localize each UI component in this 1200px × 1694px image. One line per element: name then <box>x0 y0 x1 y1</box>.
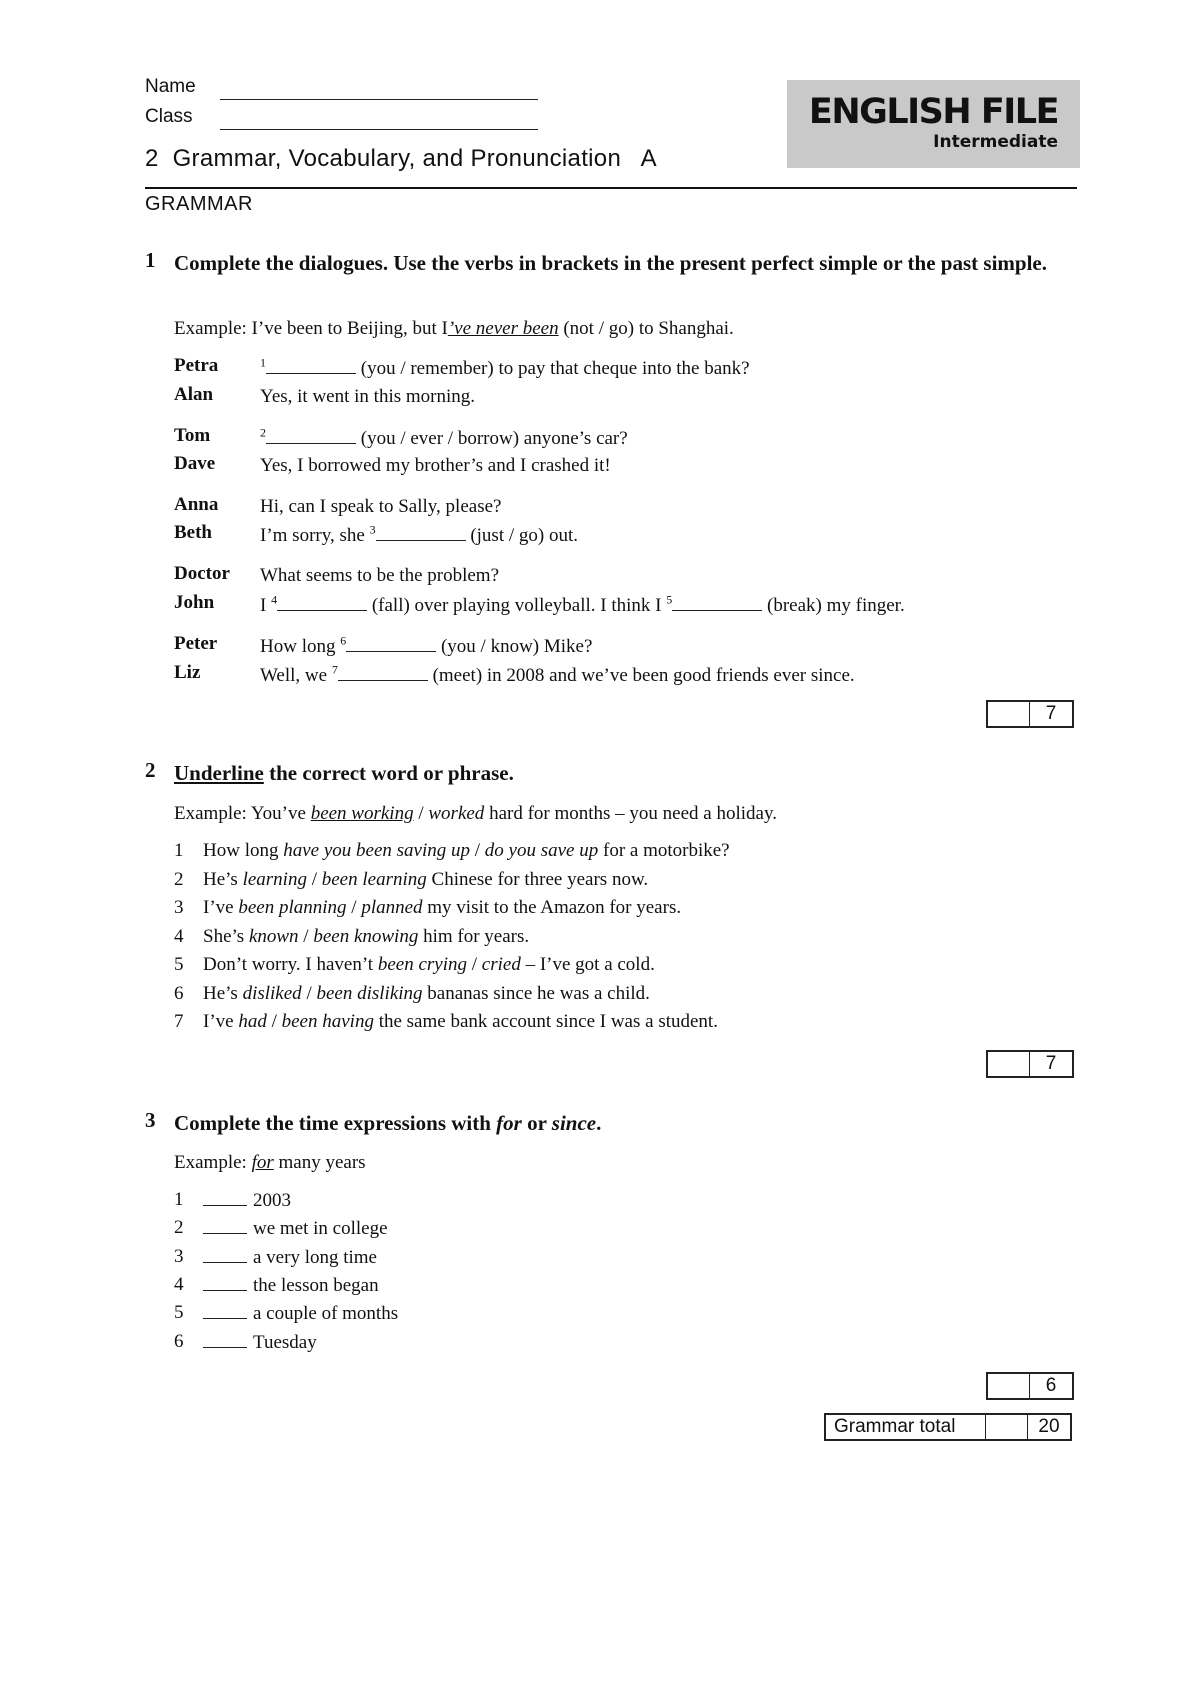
line-text: (you / know) Mike? <box>436 636 593 657</box>
item-text: He’s <box>203 868 243 890</box>
item-text: for a motorbike? <box>598 840 730 861</box>
option-b[interactable]: planned <box>361 897 423 918</box>
instruction-text: . <box>596 1111 602 1135</box>
gap-number: 2 <box>260 425 266 440</box>
option-b[interactable]: been disliking <box>316 982 423 1004</box>
line-text: I’m sorry, she <box>260 525 370 546</box>
instruction-text: Complete the time expressions with <box>174 1111 497 1135</box>
score-max: 7 <box>1045 703 1057 724</box>
example-option: worked <box>428 803 485 824</box>
exercise-instruction <box>174 758 514 788</box>
item-text: the lesson began <box>253 1274 379 1296</box>
option-b[interactable]: been having <box>281 1011 374 1032</box>
list-item <box>203 952 655 978</box>
score-box <box>986 1372 1074 1400</box>
item-number: 2 <box>174 868 184 890</box>
item-text: him for years. <box>418 925 530 947</box>
item-text: He’s <box>203 982 243 1004</box>
example-prefix: Example: You’ve <box>174 803 311 824</box>
item-number: 7 <box>174 1011 184 1032</box>
item-text: the same bank account since I was a student. <box>373 1011 718 1032</box>
item-text: my visit to the Amazon for years. <box>422 897 682 918</box>
item-text: – I’ve got a cold. <box>520 954 655 975</box>
list-item <box>203 924 529 950</box>
item-text: Don’t worry. I haven’t <box>203 954 378 975</box>
answer-gap[interactable] <box>266 355 356 374</box>
answer-gap[interactable] <box>203 1215 247 1234</box>
example-suffix: hard for months – you need a holiday. <box>484 803 777 824</box>
class-field[interactable] <box>220 129 538 130</box>
item-number: 1 <box>174 840 184 861</box>
brand-subtitle: Intermediate <box>933 132 1058 152</box>
speaker-name: Tom <box>174 425 211 446</box>
list-item <box>203 1215 388 1242</box>
item-text: She’s <box>203 925 249 947</box>
answer-gap[interactable] <box>346 633 436 652</box>
gap-number: 7 <box>331 662 338 677</box>
item-text: I’ve <box>203 897 239 918</box>
example-answer: been working <box>310 803 414 824</box>
slash: / <box>470 840 485 861</box>
score-max: 6 <box>1045 1375 1057 1396</box>
item-number: 4 <box>174 1273 184 1295</box>
list-item <box>203 895 681 921</box>
line-text: Well, we <box>260 665 332 686</box>
option-a[interactable]: disliked <box>242 982 302 1004</box>
item-text: How long <box>203 840 284 861</box>
answer-gap[interactable] <box>338 662 428 681</box>
option-a[interactable]: been planning <box>238 897 347 918</box>
list-item <box>203 1187 291 1214</box>
speaker-name: Peter <box>174 633 218 654</box>
score-box <box>986 1050 1074 1078</box>
example-line <box>174 1150 366 1176</box>
line-text: Yes, it went in this morning. <box>260 386 476 407</box>
item-text: a very long time <box>253 1246 377 1268</box>
item-number: 1 <box>174 1189 184 1210</box>
gap-number: 1 <box>260 355 266 370</box>
line-text: (you / remember) to pay that cheque into the bank? <box>356 358 750 379</box>
line-text: I <box>260 595 272 616</box>
dialogue-line <box>260 425 628 452</box>
line-text: Yes, I borrowed my brother’s and I crashed it! <box>260 455 611 476</box>
list-item <box>203 838 730 864</box>
score-box <box>986 700 1074 728</box>
item-number: 5 <box>174 954 184 975</box>
item-number: 3 <box>174 897 184 918</box>
speaker-name: Beth <box>174 522 212 543</box>
slash: / <box>298 925 314 947</box>
example-line <box>174 316 734 342</box>
answer-gap[interactable] <box>277 592 367 611</box>
example-line <box>174 801 777 827</box>
slash: / <box>413 803 429 824</box>
line-text: (break) my finger. <box>762 595 905 616</box>
section-title: GRAMMAR <box>145 193 253 215</box>
speaker-name: Petra <box>174 355 219 376</box>
title-rule <box>145 187 1077 189</box>
option-a[interactable]: have you been saving up <box>283 840 471 861</box>
item-text: bananas since he was a child. <box>422 982 650 1004</box>
item-text: a couple of months <box>253 1303 399 1325</box>
line-text: Hi, can I speak to Sally, please? <box>260 496 502 517</box>
list-item <box>203 1272 379 1299</box>
line-text: (fall) over playing volleyball. I think I <box>367 595 667 616</box>
line-text: (meet) in 2008 and we’ve been good friends ever since. <box>427 665 855 686</box>
slash: / <box>467 954 482 975</box>
answer-gap[interactable] <box>266 425 356 444</box>
instruction-text: or <box>521 1111 552 1135</box>
speaker-name: John <box>174 592 215 613</box>
line-text: (you / ever / borrow) anyone’s car? <box>356 428 628 449</box>
dialogue-line <box>260 592 905 619</box>
slash: / <box>266 1011 282 1032</box>
exercise-number: 1 <box>145 248 156 272</box>
answer-gap[interactable] <box>203 1300 247 1319</box>
gap-number: 5 <box>666 592 673 607</box>
line-text: How long <box>260 636 341 657</box>
dialogue-line <box>260 355 750 382</box>
example-prefix: Example: I’ve been to Beijing, but I <box>174 318 448 339</box>
item-number: 6 <box>174 1330 184 1352</box>
brand-logo <box>787 80 1080 168</box>
answer-gap[interactable] <box>203 1272 247 1291</box>
line-text: What seems to be the problem? <box>260 565 500 586</box>
score-input[interactable] <box>988 1374 1030 1398</box>
score-input[interactable] <box>988 1052 1030 1076</box>
list-item <box>203 1009 718 1035</box>
option-b[interactable]: been knowing <box>313 925 419 947</box>
item-number: 4 <box>174 925 184 947</box>
exercise-number: 3 <box>145 1108 156 1132</box>
item-number: 6 <box>174 982 184 1004</box>
answer-gap[interactable] <box>376 522 466 541</box>
class-label: Class <box>145 106 193 127</box>
gap-number: 6 <box>340 633 347 648</box>
gap-number: 4 <box>271 592 278 607</box>
instruction-keyword: for <box>496 1111 522 1135</box>
option-a[interactable]: been crying <box>377 954 467 975</box>
example-answer: for <box>251 1152 274 1173</box>
total-label: Grammar total <box>826 1415 986 1439</box>
example-answer: ’ve never been <box>447 318 559 339</box>
answer-gap[interactable] <box>203 1187 247 1206</box>
speaker-name: Anna <box>174 494 219 515</box>
gap-number: 3 <box>369 522 376 537</box>
option-b[interactable]: been learning <box>321 868 427 890</box>
list-item <box>203 1300 398 1327</box>
example-suffix: (not / go) to Shanghai. <box>558 318 734 339</box>
slash: / <box>346 897 362 918</box>
name-label: Name <box>145 76 196 97</box>
item-number: 3 <box>174 1245 184 1267</box>
score-input[interactable] <box>988 702 1030 726</box>
answer-gap[interactable] <box>672 592 762 611</box>
brand-title: ENGLISH FILE <box>808 92 1058 132</box>
item-text: Chinese for three years now. <box>426 868 649 890</box>
item-number: 5 <box>174 1302 184 1324</box>
exercise-number: 2 <box>145 758 156 782</box>
exercise-instruction <box>174 1108 601 1138</box>
speaker-name: Doctor <box>174 563 230 584</box>
slash: / <box>301 982 317 1004</box>
speaker-name: Alan <box>174 384 214 405</box>
list-item <box>203 1329 317 1356</box>
exercise-instruction: Complete the dialogues. Use the verbs in brackets in the present perfect simple or the past simple. <box>174 251 1047 275</box>
instruction-text: the correct word or phrase. <box>263 761 514 785</box>
list-item <box>203 867 648 893</box>
item-text: 2003 <box>253 1190 291 1211</box>
item-text: we met in college <box>253 1218 388 1240</box>
option-b[interactable]: do you save up <box>484 840 599 861</box>
answer-gap[interactable] <box>203 1329 247 1348</box>
total-input[interactable] <box>986 1415 1028 1439</box>
instruction-keyword: Underline <box>174 761 264 785</box>
item-number: 2 <box>174 1217 184 1239</box>
example-suffix: many years <box>273 1152 366 1173</box>
answer-gap[interactable] <box>203 1244 247 1263</box>
option-a[interactable]: had <box>238 1011 267 1032</box>
option-a[interactable]: learning <box>242 868 307 890</box>
item-text: I’ve <box>203 1011 239 1032</box>
dialogue-line <box>260 662 855 689</box>
slash: / <box>306 868 322 890</box>
total-max: 20 <box>1038 1416 1060 1437</box>
line-text: (just / go) out. <box>465 525 578 546</box>
unit-title: 2 Grammar, Vocabulary, and Pronunciation A <box>145 145 657 172</box>
speaker-name: Liz <box>174 662 201 683</box>
dialogue-line <box>260 633 592 660</box>
list-item <box>203 1244 377 1271</box>
option-b[interactable]: cried <box>481 954 521 975</box>
item-text: Tuesday <box>253 1331 317 1353</box>
list-item <box>203 981 650 1007</box>
grammar-total-box <box>824 1413 1072 1441</box>
option-a[interactable]: known <box>248 925 299 947</box>
speaker-name: Dave <box>174 453 216 474</box>
instruction-keyword: since <box>551 1111 597 1135</box>
dialogue-line <box>260 522 578 549</box>
score-max: 7 <box>1045 1053 1057 1074</box>
example-prefix: Example: <box>174 1152 252 1173</box>
name-field[interactable] <box>220 99 538 100</box>
